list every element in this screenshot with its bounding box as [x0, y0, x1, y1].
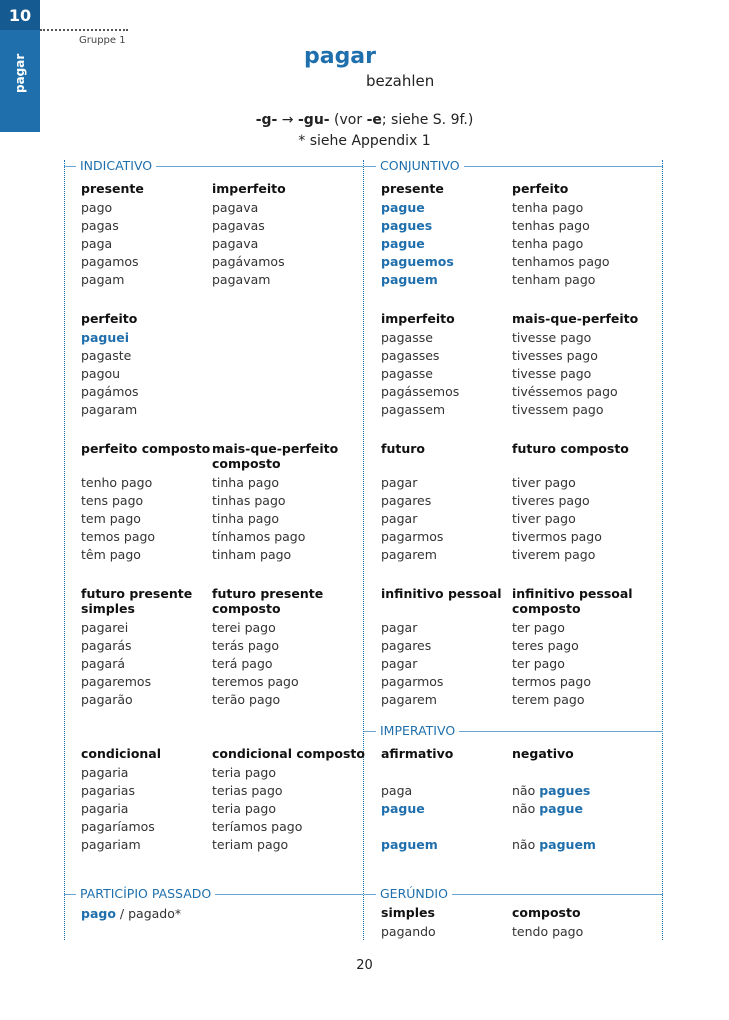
conj-infinitivo-pessoal: infinitivo pessoal pagar pagares pagar pagarmos pagarem — [381, 586, 502, 707]
form: ter pago — [512, 620, 565, 635]
form: tenhas pago — [512, 218, 590, 233]
form: pagar — [381, 620, 418, 635]
form: terem pago — [512, 692, 585, 707]
form: paguem — [381, 272, 438, 287]
rule-pre: (vor — [329, 112, 367, 128]
form: tenha pago — [512, 200, 584, 215]
conj-mqp: mais-que-perfeito tivesse pago tivesses pago tivesse pago tivéssemos pago tivessem pago — [512, 311, 639, 417]
form: pago — [81, 200, 113, 215]
ind-futuro-simples: futuro presente simples pagarei pagarás pagará pagaremos pagarão — [81, 586, 199, 709]
form: tenho pago — [81, 475, 153, 490]
form: pagares — [381, 638, 432, 653]
form: pague — [381, 200, 425, 215]
section-participio: PARTICÍPIO PASSADO — [64, 887, 363, 901]
left-border — [64, 160, 65, 940]
form: não pague — [512, 801, 583, 816]
form: tiver pago — [512, 511, 576, 526]
header-divider — [40, 29, 128, 31]
form: pagará — [81, 656, 125, 671]
form: pagaríamos — [81, 819, 155, 834]
rule-arrow: → — [281, 112, 294, 128]
conj-imperfeito: imperfeito pagasse pagasses pagasse pagássemos pagassem — [381, 311, 460, 417]
form: tivesses pago — [512, 348, 598, 363]
form: tinham pago — [212, 547, 292, 562]
form: terás pago — [212, 638, 280, 653]
form: tendo pago — [512, 924, 584, 939]
ind-imperfeito: imperfeito pagava pagavas pagava pagávamos pagavam — [212, 181, 286, 287]
form: pagássemos — [381, 384, 460, 399]
ind-perfeito: perfeito paguei pagaste pagou pagámos pagaram — [81, 311, 139, 417]
form: pagar — [381, 656, 418, 671]
form: pagaria — [81, 765, 129, 780]
form: paga — [81, 236, 113, 251]
form: paguemos — [381, 254, 454, 269]
form: pague — [381, 801, 425, 816]
right-border — [662, 160, 663, 940]
form: tivesse pago — [512, 330, 592, 345]
form: tinha pago — [212, 511, 280, 526]
form: ter pago — [512, 656, 565, 671]
rule-from: -g- — [255, 112, 278, 128]
conj-presente: presente pague pagues pague paguemos paguem — [381, 181, 454, 287]
form: tivermos pago — [512, 529, 602, 544]
form: teria pago — [212, 801, 277, 816]
form: paguei — [81, 330, 129, 345]
form: pagarmos — [381, 674, 444, 689]
form: tenham pago — [512, 272, 596, 287]
conj-futuro-composto: futuro composto tiver pago tiveres pago tiver pago tivermos pago tiverem pago — [512, 441, 629, 562]
form: pagar — [381, 511, 418, 526]
form: tiveres pago — [512, 493, 590, 508]
form: pagam — [81, 272, 125, 287]
gerundio-simples: simples pagando — [381, 905, 436, 939]
group-label: Gruppe 1 — [79, 35, 126, 46]
verb-title: pagar — [303, 44, 377, 69]
form: terá pago — [212, 656, 273, 671]
ind-mqp-composto: mais-que-perfeito composto tinha pago tinhas pago tinha pago tínhamos pago tinham pago — [212, 441, 352, 564]
section-imperativo: IMPERATIVO — [364, 724, 663, 738]
form: terão pago — [212, 692, 281, 707]
form: pagávamos — [212, 254, 285, 269]
participio: pago / pagado* — [81, 906, 182, 921]
form: pagava — [212, 236, 259, 251]
form: pagarias — [81, 783, 135, 798]
form: não pagues — [512, 783, 591, 798]
form: terias pago — [212, 783, 283, 798]
ind-presente: presente pago pagas paga pagamos pagam — [81, 181, 144, 287]
form: pagarmos — [381, 529, 444, 544]
conj-futuro: futuro pagar pagares pagar pagarmos pagarem — [381, 441, 444, 562]
form: pagariam — [81, 837, 141, 852]
ind-condicional-composto: condicional composto teria pago terias pago teria pago teríamos pago teriam pago — [212, 746, 365, 852]
section-indicativo: INDICATIVO — [64, 159, 363, 173]
form: tiverem pago — [512, 547, 596, 562]
form: pagas — [81, 218, 119, 233]
ind-perfeito-composto: perfeito composto tenho pago tens pago tem pago temos pago têm pago — [81, 441, 211, 562]
form: pagassem — [381, 402, 446, 417]
spelling-rule — [0, 112, 729, 128]
form: pagava — [212, 200, 259, 215]
participio-alt: pagado* — [128, 906, 182, 921]
form: paguem — [381, 837, 438, 852]
form: pagasse — [381, 366, 433, 381]
form: tivessem pago — [512, 402, 604, 417]
form: pague — [381, 236, 425, 251]
form: tiver pago — [512, 475, 576, 490]
form: pagarás — [81, 638, 132, 653]
form: pagaste — [81, 348, 132, 363]
imp-afirmativo: afirmativo paga pague paguem — [381, 746, 454, 852]
form: pagaram — [81, 402, 138, 417]
form: teremos pago — [212, 674, 299, 689]
section-conjuntivo: CONJUNTIVO — [364, 159, 663, 173]
form: tem pago — [81, 511, 141, 526]
form: tens pago — [81, 493, 144, 508]
form: pagavas — [212, 218, 265, 233]
form: pagarão — [81, 692, 133, 707]
participio-main: pago — [81, 906, 116, 921]
rule-to: -gu- — [297, 112, 330, 128]
ind-futuro-composto: futuro presente composto terei pago terás pago terá pago teremos pago terão pago — [212, 586, 330, 709]
section-gerundio: GERÚNDIO — [364, 887, 663, 901]
form: pagarem — [381, 547, 437, 562]
form: pagar — [381, 475, 418, 490]
chapter-number: 10 — [0, 0, 40, 30]
form: teria pago — [212, 765, 277, 780]
form: pagares — [381, 493, 432, 508]
appendix-note: * siehe Appendix 1 — [298, 133, 431, 149]
form: teriam pago — [212, 837, 289, 852]
form: teríamos pago — [212, 819, 303, 834]
ind-condicional: condicional pagaria pagarias pagaria pagaríamos pagariam — [81, 746, 162, 852]
form: pagou — [81, 366, 121, 381]
form: pagasse — [381, 330, 433, 345]
form: pagasses — [381, 348, 440, 363]
form: pagamos — [81, 254, 139, 269]
form: temos pago — [81, 529, 156, 544]
form: tivesse pago — [512, 366, 592, 381]
form: não paguem — [512, 837, 596, 852]
form: termos pago — [512, 674, 591, 689]
imp-negativo: negativo não pagues não pague não paguem — [512, 746, 596, 852]
form: tenhamos pago — [512, 254, 610, 269]
form: tinha pago — [212, 475, 280, 490]
rule-post: ; siehe S. 9f.) — [381, 112, 474, 128]
form: paga — [381, 783, 413, 798]
verb-translation: bezahlen — [366, 72, 435, 90]
form: tivéssemos pago — [512, 384, 618, 399]
form: tinhas pago — [212, 493, 286, 508]
form: pagando — [381, 924, 436, 939]
form: tenha pago — [512, 236, 584, 251]
form: tínhamos pago — [212, 529, 306, 544]
form: pagaria — [81, 801, 129, 816]
form: pagavam — [212, 272, 271, 287]
form: teres pago — [512, 638, 579, 653]
gerundio-composto: composto tendo pago — [512, 905, 584, 939]
form: pagarei — [81, 620, 129, 635]
tab-verb-label: pagar — [13, 53, 27, 93]
form: pagarem — [381, 692, 437, 707]
page-number: 20 — [356, 958, 373, 973]
form: terei pago — [212, 620, 276, 635]
rule-e: -e — [366, 112, 382, 128]
conj-infinitivo-pessoal-composto: infinitivo pessoal composto ter pago teres pago ter pago termos pago terem pago — [512, 586, 642, 709]
form: pagámos — [81, 384, 139, 399]
form: pagues — [381, 218, 433, 233]
conj-perfeito: perfeito tenha pago tenhas pago tenha pago tenhamos pago tenham pago — [512, 181, 610, 287]
form: têm pago — [81, 547, 141, 562]
form: pagaremos — [81, 674, 152, 689]
